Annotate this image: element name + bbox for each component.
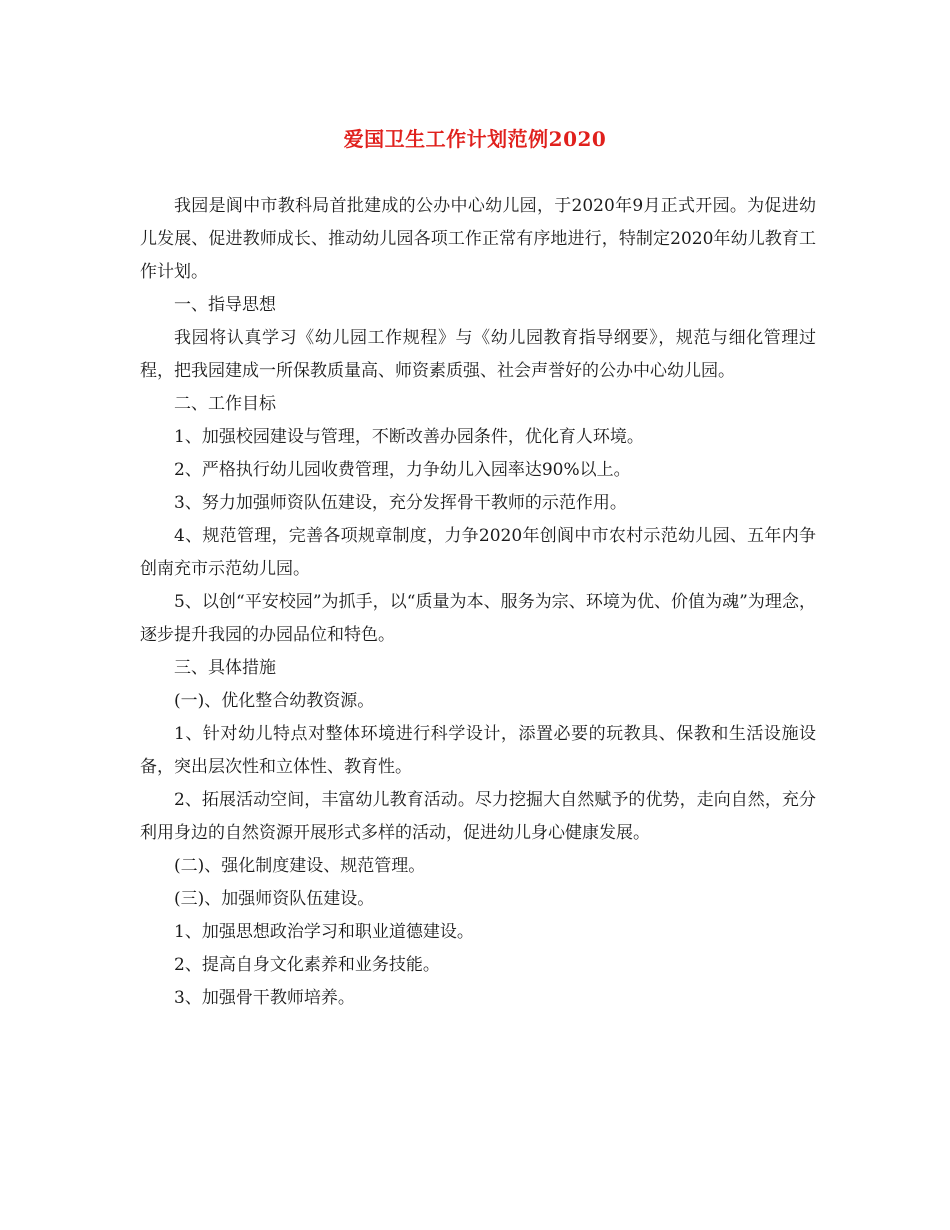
measure-item-2: 2、拓展活动空间，丰富幼儿教育活动。尽力挖掘大自然赋予的优势，走向自然，充分利用身边的自然资源开展形式多样的活动，促进幼儿身心健康发展。 <box>140 790 816 843</box>
subheading-system-building: (二)、强化制度建设、规范管理。 <box>174 856 426 876</box>
goal-item-1: 1、加强校园建设与管理，不断改善办园条件，优化育人环境。 <box>174 427 644 447</box>
teacher-item-1: 1、加强思想政治学习和职业道德建设。 <box>174 922 474 942</box>
teacher-item-3: 3、加强骨干教师培养。 <box>174 988 355 1008</box>
subheading-optimize-resources: (一)、优化整合幼教资源。 <box>174 691 375 711</box>
paragraph-guiding-ideology: 我园将认真学习《幼儿园工作规程》与《幼儿园教育指导纲要》，规范与细化管理过程，把我园建成一所保教质量高、师资素质强、社会声誉好的公办中心幼儿园。 <box>140 328 816 381</box>
measure-item-1: 1、针对幼儿特点对整体环境进行科学设计，添置必要的玩教具、保教和生活设施设备，突出层次性和立体性、教育性。 <box>140 724 816 777</box>
goal-item-2: 2、严格执行幼儿园收费管理，力争幼儿入园率达90%以上。 <box>174 460 631 480</box>
teacher-item-2: 2、提高自身文化素养和业务技能。 <box>174 955 440 975</box>
heading-work-goals: 二、工作目标 <box>174 394 276 414</box>
document-title: 爱国卫生工作计划范例2020 <box>343 127 607 151</box>
paragraph-intro: 我园是阆中市教科局首批建成的公办中心幼儿园，于2020年9月正式开园。为促进幼儿发展、促进教师成长、推动幼儿园各项工作正常有序地进行，特制定2020年幼儿教育工作计划。 <box>140 196 816 282</box>
goal-item-4: 4、规范管理，完善各项规章制度，力争2020年创阆中市农村示范幼儿园、五年内争创南充市示范幼儿园。 <box>140 526 816 579</box>
goal-item-3: 3、努力加强师资队伍建设，充分发挥骨干教师的示范作用。 <box>174 493 627 513</box>
subheading-teacher-team: (三)、加强师资队伍建设。 <box>174 889 375 909</box>
goal-item-5: 5、以创“平安校园”为抓手，以“质量为本、服务为宗、环境为优、价值为魂”为理念，逐步提升我园的办园品位和特色。 <box>140 592 816 645</box>
document-body <box>140 190 816 1015</box>
heading-specific-measures: 三、具体措施 <box>174 658 276 678</box>
heading-guiding-ideology: 一、指导思想 <box>174 295 276 315</box>
